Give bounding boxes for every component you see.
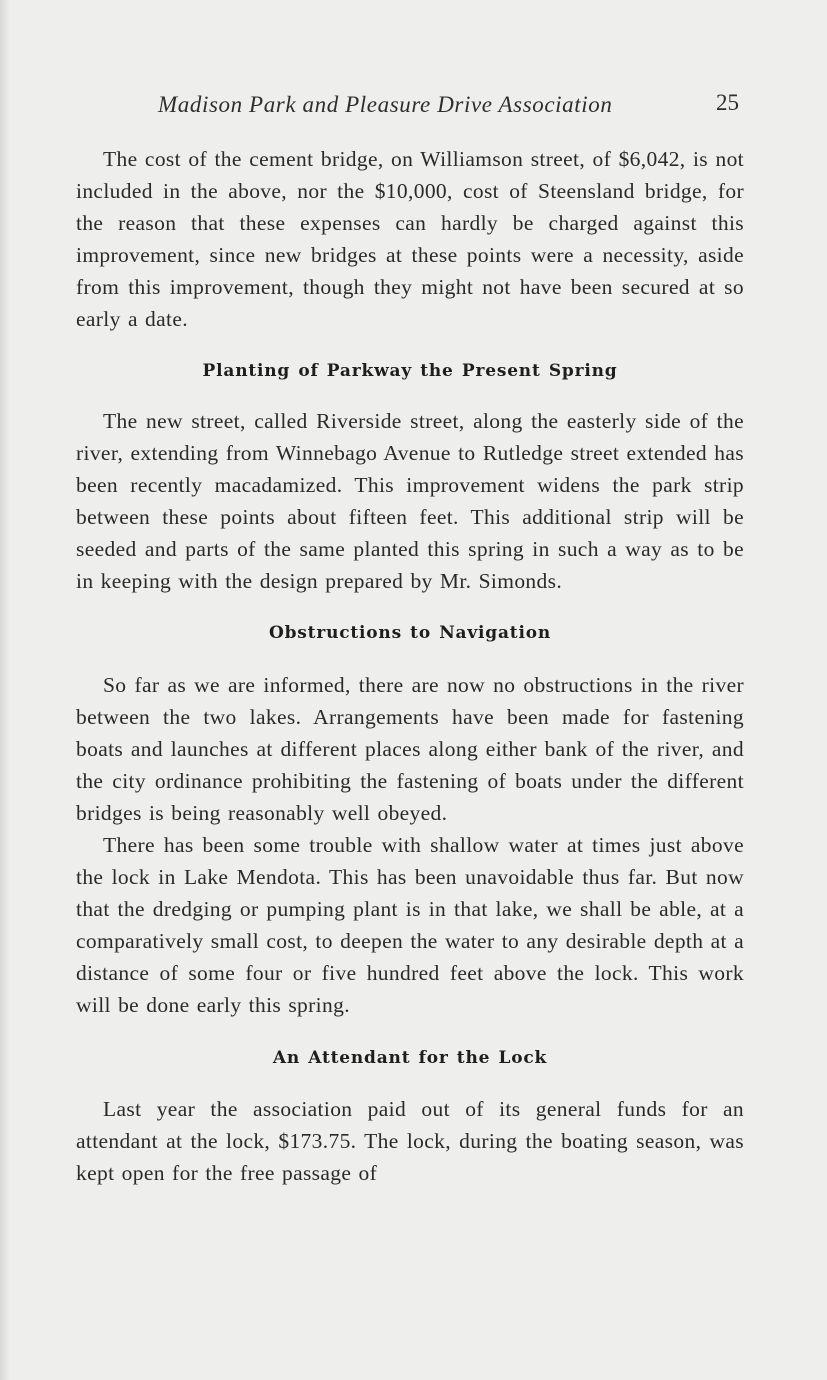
paragraph-lock-attendant: Last year the association paid out of its general funds for an attendant at the lock, $173.75. The lock, during the boating season, was kept open for the free passage of bbox=[76, 1097, 744, 1185]
heading-obstructions-to-navigation: Obstructions to Navigation bbox=[269, 623, 551, 643]
page-number: 25 bbox=[716, 90, 739, 115]
heading-planting-of-parkway: Planting of Parkway the Present Spring bbox=[202, 361, 618, 381]
paragraph-no-obstructions: So far as we are informed, there are now no obstructions in the river between the two lakes. Arrangements have been made for fastening boats and launches at different places along either bank of the river, and the city ordinance prohibiting the fastening of boats under the different bridges is being reasonably well obeyed. bbox=[76, 673, 744, 825]
page-gutter-shadow bbox=[0, 0, 10, 1380]
running-title: Madison Park and Pleasure Drive Association bbox=[158, 92, 613, 117]
paragraph-shallow-water: There has been some trouble with shallow water at times just above the lock in Lake Mendota. This has been unavoidable thus far. But now that the dredging or pumping plant is in that lake, we shall be able, at a comparatively small cost, to deepen the water to any desirable depth at a distance of some four or five hundred feet above the lock. This work will be done early this spring. bbox=[76, 833, 744, 1017]
paragraph-bridge-costs: The cost of the cement bridge, on Williamson street, of $6,042, is not included in the above, nor the $10,000, cost of Steensland bridge, for the reason that these expenses can hardly be charged against this improvement, since new bridges at these points were a necessity, aside from this improvement, though they might not have been secured at so early a date. bbox=[76, 147, 744, 331]
heading-attendant-for-lock: An Attendant for the Lock bbox=[272, 1048, 548, 1068]
running-header bbox=[0, 88, 827, 128]
page-body bbox=[76, 143, 744, 1189]
paragraph-riverside-street: The new street, called Riverside street, along the easterly side of the river, extending from Winnebago Avenue to Rutledge street extended has been recently macadamized. This improvement widens the park strip between these points about fifteen feet. This additional strip will be seeded and parts of the same planted this spring in such a way as to be in keeping with the design prepared by Mr. Simonds. bbox=[76, 409, 744, 593]
